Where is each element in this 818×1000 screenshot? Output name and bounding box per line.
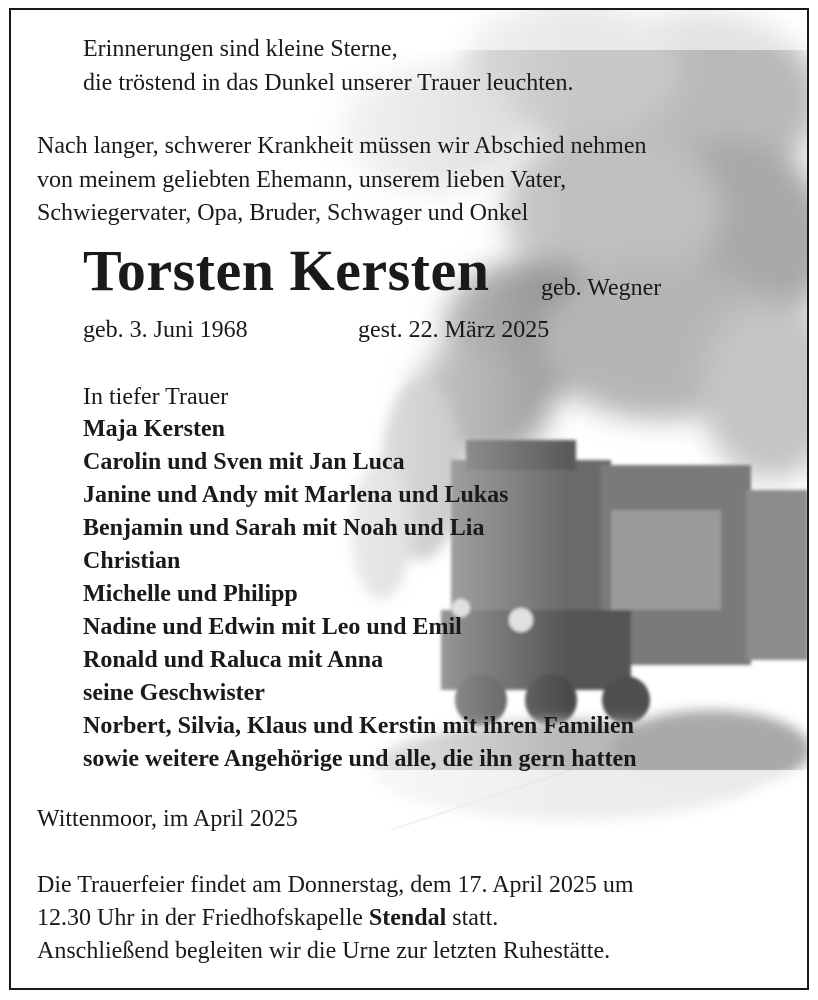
- intro-line-1: Nach langer, schwerer Krankheit müssen wir Abschied nehmen: [37, 133, 647, 159]
- ceremony-time-location: 12.30 Uhr in der Friedhofskapelle: [37, 905, 369, 931]
- ceremony-line-1: Die Trauerfeier findet am Donnerstag, dem 17. April 2025 um: [37, 872, 634, 898]
- ceremony-line-2-end: statt.: [446, 905, 499, 931]
- obituary-content: [11, 10, 807, 988]
- death-date: gest. 22. März 2025: [358, 317, 550, 343]
- mourner-line: Christian: [83, 548, 181, 574]
- ceremony-city: Stendal: [368, 905, 447, 931]
- ceremony-line-2: [37, 903, 498, 933]
- mourner-line: Ronald und Raluca mit Anna: [83, 647, 384, 673]
- birth-date: geb. 3. Juni 1968: [83, 317, 248, 343]
- mourner-line: seine Geschwister: [83, 680, 265, 706]
- place-date: Wittenmoor, im April 2025: [37, 806, 298, 832]
- deceased-name: Torsten Kersten: [83, 238, 490, 303]
- verse-line-2: die tröstend in das Dunkel unserer Trauer leuchten.: [83, 70, 574, 96]
- mourner-line: Benjamin und Sarah mit Noah und Lia: [83, 515, 485, 541]
- mourner-line: sowie weitere Angehörige und alle, die ihn gern hatten: [83, 746, 637, 772]
- mourner-line: Nadine und Edwin mit Leo und Emil: [83, 614, 462, 640]
- mourner-line: Carolin und Sven mit Jan Luca: [83, 449, 405, 475]
- obituary-frame: [9, 8, 809, 990]
- mourner-line: Michelle und Philipp: [83, 581, 298, 607]
- mourner-line: Maja Kersten: [83, 416, 225, 442]
- verse-line-1: Erinnerungen sind kleine Sterne,: [83, 36, 398, 62]
- mourner-line: Norbert, Silvia, Klaus und Kerstin mit ihren Familien: [83, 713, 634, 739]
- mourning-intro: In tiefer Trauer: [83, 384, 229, 410]
- intro-line-3: Schwiegervater, Opa, Bruder, Schwager und Onkel: [37, 200, 529, 226]
- mourner-line: Janine und Andy mit Marlena und Lukas: [83, 482, 509, 508]
- ceremony-line-3: Anschließend begleiten wir die Urne zur letzten Ruhestätte.: [37, 938, 611, 964]
- deceased-birth-name: geb. Wegner: [541, 275, 662, 301]
- intro-line-2: von meinem geliebten Ehemann, unserem lieben Vater,: [37, 167, 567, 193]
